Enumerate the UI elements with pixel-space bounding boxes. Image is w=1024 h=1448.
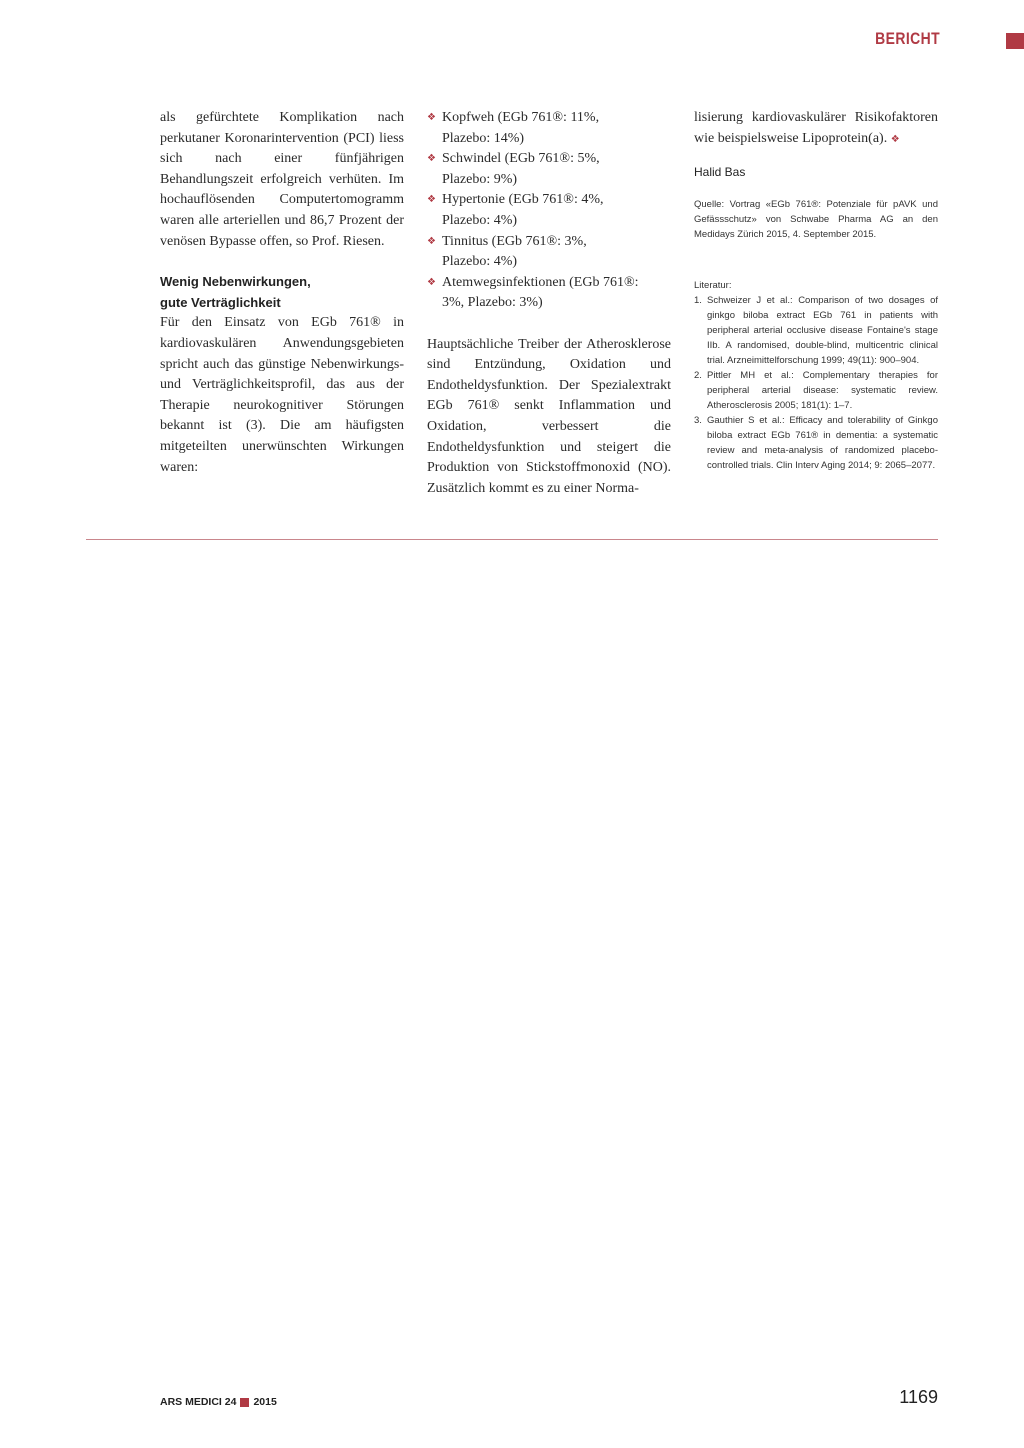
list-item: ❖ Atemwegsinfektionen (EGb 761®: 3%, Plazebo: 3%)	[427, 274, 639, 311]
section-heading	[160, 272, 404, 313]
list-item: ❖ Tinnitus (EGb 761®: 3%, Plazebo: 4%)	[427, 233, 587, 270]
journal-name: ARS MEDICI 24	[160, 1396, 237, 1408]
diamond-bullet-icon: ❖	[427, 276, 436, 288]
paragraph-atherosclerosis: Hauptsächliche Treiber der Atherosklerose sind Entzündung, Oxidation und Endotheldysfunktion. Der Spezialextrakt EGb 761® senkt Inflammation und Oxidation, verbessert die Endotheldysfunktion und steigert die Produktion von Stickstoffmonoxid (NO). Zusätzlich kommt es zu einer Norma-	[427, 336, 671, 496]
diamond-bullet-icon: ❖	[427, 112, 436, 123]
paragraph-complication: als gefürchtete Komplikation nach perkutaner Koronarintervention (PCI) liess sich nach einer fünfjährigen Behandlungszeit erfolgreich verhüten. Im hochauflösenden Computertomogramm waren alle arteriellen und 86,7 Prozent der venösen Bypasse offen, so Prof. Riesen.	[160, 110, 404, 249]
page-number: 1169	[899, 1387, 938, 1407]
footer-journal	[160, 1396, 277, 1408]
end-mark-icon: ❖	[890, 133, 900, 145]
reference-item: 1. Schweizer J et al.: Comparison of two dosages of ginkgo biloba extract EGb 761 in patients with peripheral arterial occlusive disease Fontaine's stage IIb. A randomised, double-blind, multicentric clinical trial. Arzneimittelforschung 1999; 49(11): 900–904.	[694, 294, 938, 366]
reference-item: 2. Pittler MH et al.: Complementary therapies for peripheral arterial disease: systematic review. Atherosclerosis 2005; 181(1): 1–7.	[694, 369, 938, 411]
article-column-3	[694, 108, 938, 473]
list-item: ❖ Hypertonie (EGb 761®: 4%, Plazebo: 4%)	[427, 192, 604, 228]
reference-item: 3. Gauthier S et al.: Efficacy and tolerability of Ginkgo biloba extract EGb 761® in dementia: a systematic review and meta-analysis of randomized placebo-controlled trials. Clin Interv Aging 2014; 9: 2065–2077.	[694, 414, 938, 471]
paragraph-tolerability: Für den Einsatz von EGb 761® in kardiovaskulären Anwendungsgebieten spricht auch das günstige Nebenwirkungs- und Verträglichkeitsprofil, das aus der Therapie neurokognitiver Störungen bekannt ist (3). Die am häufigsten mitgeteilten unerwünschten Wirkungen waren:	[160, 315, 404, 475]
author-name: Halid Bas	[694, 165, 746, 180]
journal-year: 2015	[253, 1396, 277, 1408]
list-item: ❖ Schwindel (EGb 761®: 5%, Plazebo: 9%)	[427, 151, 600, 187]
article-column-1	[160, 108, 404, 478]
source-note: Quelle: Vortrag «EGb 761®: Potenziale für pAVK und Gefässschutz» von Schwabe Pharma AG an den Medidays Zürich 2015, 4. September 2015.	[694, 198, 938, 240]
section-label: BERICHT	[875, 29, 940, 48]
literature-heading: Literatur:	[694, 279, 732, 291]
side-effects-list	[427, 108, 671, 314]
section-heading-line2: gute Verträglichkeit	[160, 294, 281, 310]
reference-list	[694, 293, 938, 473]
diamond-bullet-icon: ❖	[427, 153, 436, 165]
section-heading-line1: Wenig Nebenwirkungen,	[160, 274, 311, 290]
diamond-bullet-icon: ❖	[427, 194, 436, 206]
article-column-2	[427, 108, 671, 499]
section-marker	[1006, 33, 1024, 49]
list-item: ❖ Kopfweh (EGb 761®: 11%, Plazebo: 14%)	[427, 110, 600, 146]
footer-marker	[240, 1398, 249, 1407]
horizontal-divider	[86, 539, 938, 540]
diamond-bullet-icon: ❖	[427, 235, 436, 247]
paragraph-continuation: lisierung kardiovaskulärer Risikofaktoren wie beispielsweise Lipoprotein(a). ❖	[694, 110, 938, 146]
